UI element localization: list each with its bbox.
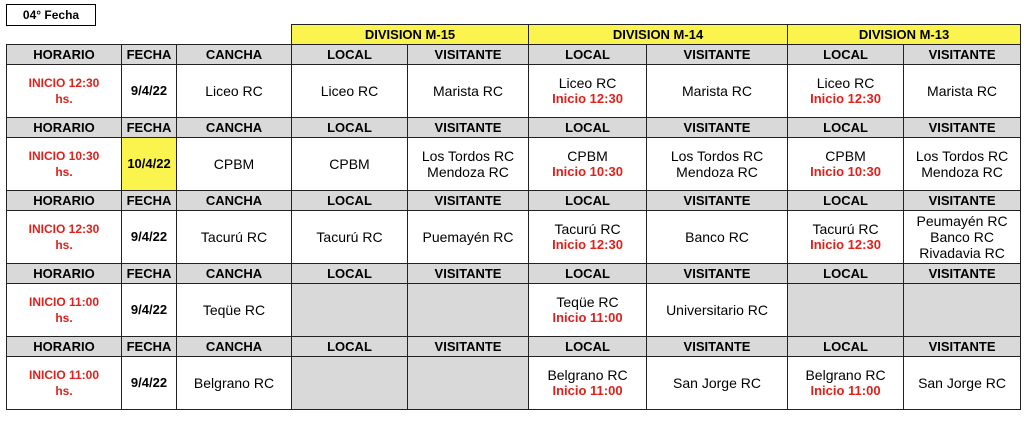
header-m14-visitante: VISITANTE <box>647 191 788 211</box>
team-name: Marista RC <box>927 83 998 99</box>
start-time-line: hs. <box>55 384 73 398</box>
team-name: San Jorge RC <box>918 375 1006 391</box>
local-start-time: Inicio 12:30 <box>552 237 623 252</box>
header-m13-local: LOCAL <box>788 118 904 138</box>
m15-local <box>292 138 408 191</box>
match-row <box>7 211 1021 264</box>
header-m14-visitante: VISITANTE <box>647 118 788 138</box>
header-m14-visitante: VISITANTE <box>647 264 788 284</box>
local-start-time: Inicio 11:00 <box>810 383 881 398</box>
team-name: CPBM <box>329 156 370 172</box>
start-time <box>7 357 122 410</box>
local-start-time: Inicio 10:30 <box>552 164 623 179</box>
header-m13-visitante: VISITANTE <box>904 264 1021 284</box>
start-time-line: INICIO 10:30 <box>28 149 100 163</box>
m15-visitor <box>408 65 529 118</box>
m13-local <box>788 65 904 118</box>
team-name: CPBM <box>567 148 608 164</box>
column-header-row <box>7 264 1021 284</box>
team-name: Mendoza RC <box>921 164 1003 180</box>
m14-visitor <box>647 284 788 337</box>
match-date: 9/4/22 <box>122 211 177 264</box>
m13-local <box>788 138 904 191</box>
m13-visitor <box>904 138 1021 191</box>
team-name: Marista RC <box>433 83 504 99</box>
header-cancha: CANCHA <box>177 264 292 284</box>
header-m13-local: LOCAL <box>788 45 904 65</box>
column-header-row <box>7 118 1021 138</box>
m15-local-empty <box>292 284 408 337</box>
header-cancha: CANCHA <box>177 337 292 357</box>
team-name: Teqüe RC <box>556 294 619 310</box>
start-time-line: hs. <box>55 311 73 325</box>
venue: Liceo RC <box>177 65 292 118</box>
header-m14-local: LOCAL <box>529 191 647 211</box>
header-m14-visitante: VISITANTE <box>647 45 788 65</box>
venue: Belgrano RC <box>177 357 292 410</box>
match-row <box>7 138 1021 191</box>
match-row <box>7 357 1021 410</box>
m14-local <box>529 284 647 337</box>
start-time-line: INICIO 11:00 <box>28 295 100 309</box>
team-name: Belgrano RC <box>805 367 886 383</box>
start-time-line: INICIO 12:30 <box>28 222 100 236</box>
header-m15-visitante: VISITANTE <box>408 118 529 138</box>
m13-local <box>788 357 904 410</box>
header-m13-local: LOCAL <box>788 264 904 284</box>
m14-visitor <box>647 65 788 118</box>
header-horario: HORARIO <box>7 191 122 211</box>
match-date: 10/4/22 <box>122 138 177 191</box>
local-start-time: Inicio 12:30 <box>552 91 623 106</box>
local-start-time: Inicio 12:30 <box>810 237 881 252</box>
start-time <box>7 138 122 191</box>
team-name: Mendoza RC <box>427 164 509 180</box>
header-m15-local: LOCAL <box>292 264 408 284</box>
team-name: Rivadavia RC <box>919 245 1005 261</box>
m13-visitor-empty <box>904 284 1021 337</box>
header-fecha: FECHA <box>122 264 177 284</box>
m14-local <box>529 211 647 264</box>
start-time <box>7 284 122 337</box>
team-name: Tacurú RC <box>554 221 621 237</box>
team-name: Universitario RC <box>666 302 768 318</box>
local-start-time: Inicio 10:30 <box>810 164 881 179</box>
header-m15-local: LOCAL <box>292 191 408 211</box>
header-m13-visitante: VISITANTE <box>904 45 1021 65</box>
m13-visitor <box>904 211 1021 264</box>
team-name: Mendoza RC <box>676 164 758 180</box>
venue: Teqüe RC <box>177 284 292 337</box>
header-m14-local: LOCAL <box>529 118 647 138</box>
round-badge: 04° Fecha <box>6 4 96 26</box>
m15-local-empty <box>292 357 408 410</box>
start-time <box>7 65 122 118</box>
header-horario: HORARIO <box>7 337 122 357</box>
header-cancha: CANCHA <box>177 118 292 138</box>
header-m13-local: LOCAL <box>788 191 904 211</box>
match-date: 9/4/22 <box>122 284 177 337</box>
header-m14-local: LOCAL <box>529 264 647 284</box>
division-m15-header: DIVISION M-15 <box>292 25 529 45</box>
team-name: Liceo RC <box>558 75 617 91</box>
team-name: CPBM <box>825 148 866 164</box>
header-m13-visitante: VISITANTE <box>904 337 1021 357</box>
header-horario: HORARIO <box>7 264 122 284</box>
match-date: 9/4/22 <box>122 357 177 410</box>
header-m15-visitante: VISITANTE <box>408 264 529 284</box>
team-name: Banco RC <box>930 229 994 245</box>
local-start-time: Inicio 11:00 <box>552 383 623 398</box>
division-m13-header: DIVISION M-13 <box>788 25 1021 45</box>
start-time-line: hs. <box>55 165 73 179</box>
match-row <box>7 65 1021 118</box>
header-m15-local: LOCAL <box>292 337 408 357</box>
team-name: Liceo RC <box>816 75 875 91</box>
header-cancha: CANCHA <box>177 191 292 211</box>
m15-visitor-empty <box>408 284 529 337</box>
team-name: Los Tordos RC <box>915 148 1009 164</box>
venue: CPBM <box>177 138 292 191</box>
m14-local <box>529 357 647 410</box>
header-m15-visitante: VISITANTE <box>408 337 529 357</box>
header-m14-visitante: VISITANTE <box>647 337 788 357</box>
header-fecha: FECHA <box>122 191 177 211</box>
team-name: Liceo RC <box>320 83 379 99</box>
header-m15-local: LOCAL <box>292 118 408 138</box>
m14-local <box>529 138 647 191</box>
header-fecha: FECHA <box>122 45 177 65</box>
venue: Tacurú RC <box>177 211 292 264</box>
team-name: Peumayén RC <box>916 213 1008 229</box>
team-name: San Jorge RC <box>673 375 761 391</box>
m14-visitor <box>647 357 788 410</box>
m14-visitor <box>647 138 788 191</box>
header-cancha: CANCHA <box>177 45 292 65</box>
header-m15-visitante: VISITANTE <box>408 191 529 211</box>
match-row <box>7 284 1021 337</box>
local-start-time: Inicio 12:30 <box>810 91 881 106</box>
start-time-line: INICIO 12:30 <box>28 76 100 90</box>
team-name: Puemayén RC <box>422 229 514 245</box>
m15-local <box>292 211 408 264</box>
header-m15-visitante: VISITANTE <box>408 45 529 65</box>
start-time-line: INICIO 11:00 <box>28 368 100 382</box>
team-name: Tacurú RC <box>812 221 879 237</box>
m14-visitor <box>647 211 788 264</box>
m13-local <box>788 211 904 264</box>
column-header-row <box>7 45 1021 65</box>
fixture-body <box>7 25 1021 410</box>
start-time-line: hs. <box>55 238 73 252</box>
header-m14-local: LOCAL <box>529 337 647 357</box>
header-fecha: FECHA <box>122 118 177 138</box>
match-date: 9/4/22 <box>122 65 177 118</box>
start-time <box>7 211 122 264</box>
fixture-table <box>6 24 1021 410</box>
team-name: Banco RC <box>685 229 749 245</box>
m13-local-empty <box>788 284 904 337</box>
header-m13-visitante: VISITANTE <box>904 191 1021 211</box>
team-name: Los Tordos RC <box>421 148 515 164</box>
m13-visitor <box>904 357 1021 410</box>
local-start-time: Inicio 11:00 <box>552 310 623 325</box>
blank-corner <box>7 25 292 45</box>
team-name: Los Tordos RC <box>670 148 764 164</box>
start-time-line: hs. <box>55 92 73 106</box>
division-m14-header: DIVISION M-14 <box>529 25 788 45</box>
m14-local <box>529 65 647 118</box>
m15-local <box>292 65 408 118</box>
division-header-row <box>7 25 1021 45</box>
header-m15-local: LOCAL <box>292 45 408 65</box>
team-name: Tacurú RC <box>316 229 383 245</box>
team-name: Belgrano RC <box>547 367 628 383</box>
header-fecha: FECHA <box>122 337 177 357</box>
header-m13-local: LOCAL <box>788 337 904 357</box>
column-header-row <box>7 337 1021 357</box>
m13-visitor <box>904 65 1021 118</box>
m15-visitor <box>408 138 529 191</box>
header-horario: HORARIO <box>7 45 122 65</box>
m15-visitor <box>408 211 529 264</box>
header-m14-local: LOCAL <box>529 45 647 65</box>
column-header-row <box>7 191 1021 211</box>
team-name: Marista RC <box>682 83 753 99</box>
header-m13-visitante: VISITANTE <box>904 118 1021 138</box>
m15-visitor-empty <box>408 357 529 410</box>
header-horario: HORARIO <box>7 118 122 138</box>
